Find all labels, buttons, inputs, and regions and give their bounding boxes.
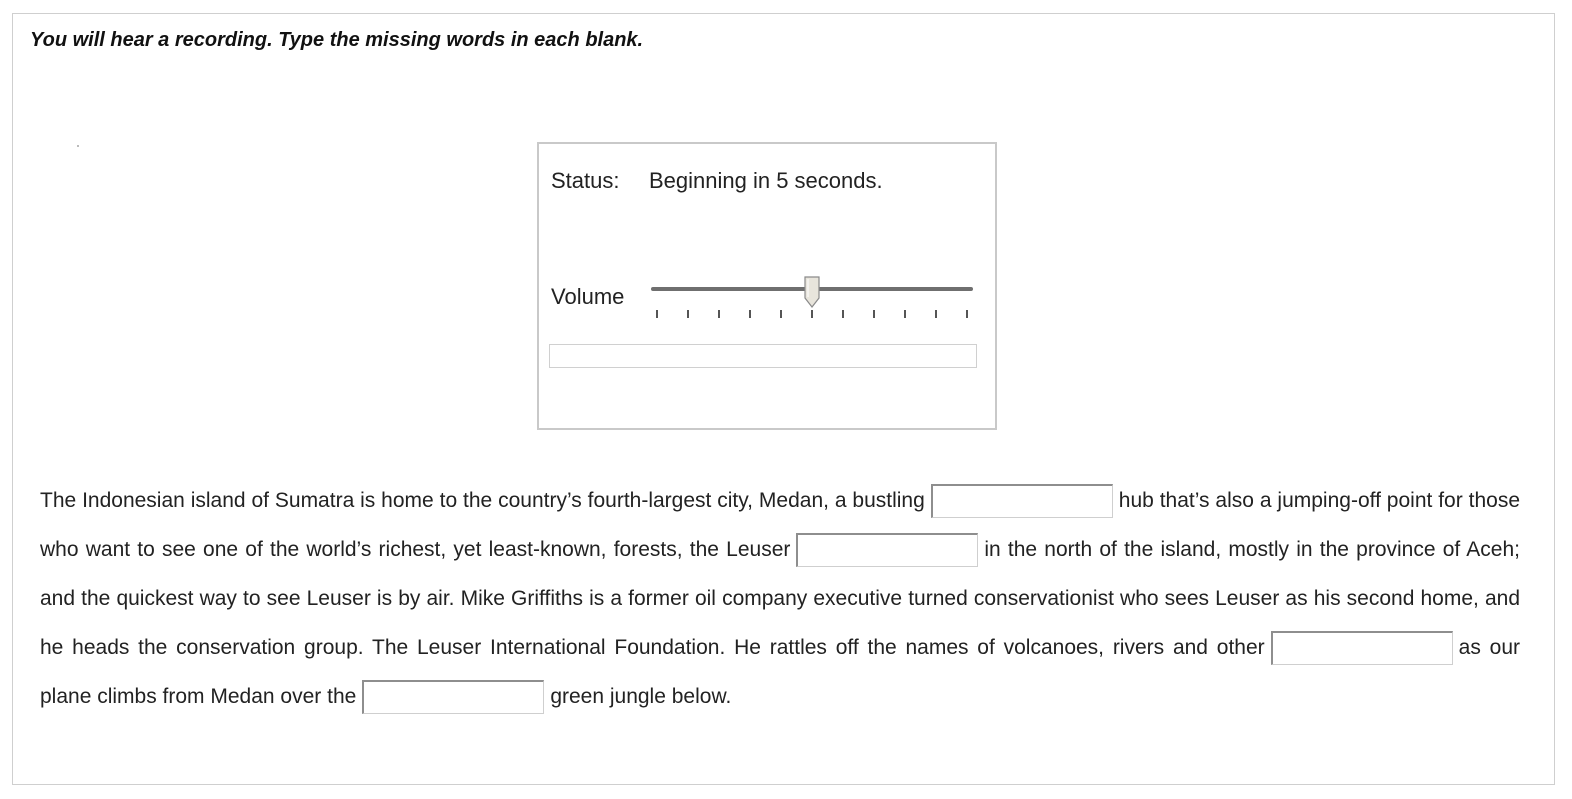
status-value: Beginning in 5 seconds. — [649, 168, 883, 193]
volume-tick — [687, 310, 689, 318]
blank-input-1[interactable] — [931, 484, 1113, 518]
instruction-text: You will hear a recording. Type the missing words in each blank. — [30, 29, 644, 51]
volume-slider[interactable] — [651, 276, 973, 322]
volume-tick — [811, 310, 813, 318]
passage-segment: in the north of the island, mostly in the province of Aceh; and the quickest way to see Leuser is by air. Mike Griffiths is a former oil company executive turned conservationist who sees Leuser as his second home, and he heads the conservation group. The Leuser International Foundation. He rattles off the names of volcanoes, rivers and other — [40, 538, 1520, 659]
passage-segment: hub that’s also a jumping-off point for those who want to see one of the world’s richest, yet least-known, forests, the Leuser — [40, 489, 1520, 561]
decorative-dot — [77, 145, 79, 147]
volume-tick — [842, 310, 844, 318]
passage-segment: as our plane climbs from Medan over the — [40, 636, 1520, 708]
volume-tick — [904, 310, 906, 318]
passage-segment: The Indonesian island of Sumatra is home to the country’s fourth-largest city, Medan, a bustling — [40, 489, 925, 512]
volume-slider-thumb[interactable] — [804, 276, 820, 308]
volume-tick — [718, 310, 720, 318]
volume-tick — [656, 310, 658, 318]
volume-slider-ticks — [651, 310, 973, 320]
slider-thumb-icon — [804, 276, 820, 308]
audio-player — [537, 142, 997, 430]
passage-text — [40, 476, 1520, 721]
volume-tick — [935, 310, 937, 318]
playback-progress-bar — [549, 344, 977, 368]
volume-tick — [873, 310, 875, 318]
volume-label: Volume — [551, 284, 625, 309]
blank-input-2[interactable] — [796, 533, 978, 567]
volume-tick — [749, 310, 751, 318]
volume-tick — [966, 310, 968, 318]
blank-input-3[interactable] — [1271, 631, 1453, 665]
status-label: Status: — [551, 168, 620, 193]
passage-segment: green jungle below. — [550, 685, 732, 708]
volume-tick — [780, 310, 782, 318]
blank-input-4[interactable] — [362, 680, 544, 714]
